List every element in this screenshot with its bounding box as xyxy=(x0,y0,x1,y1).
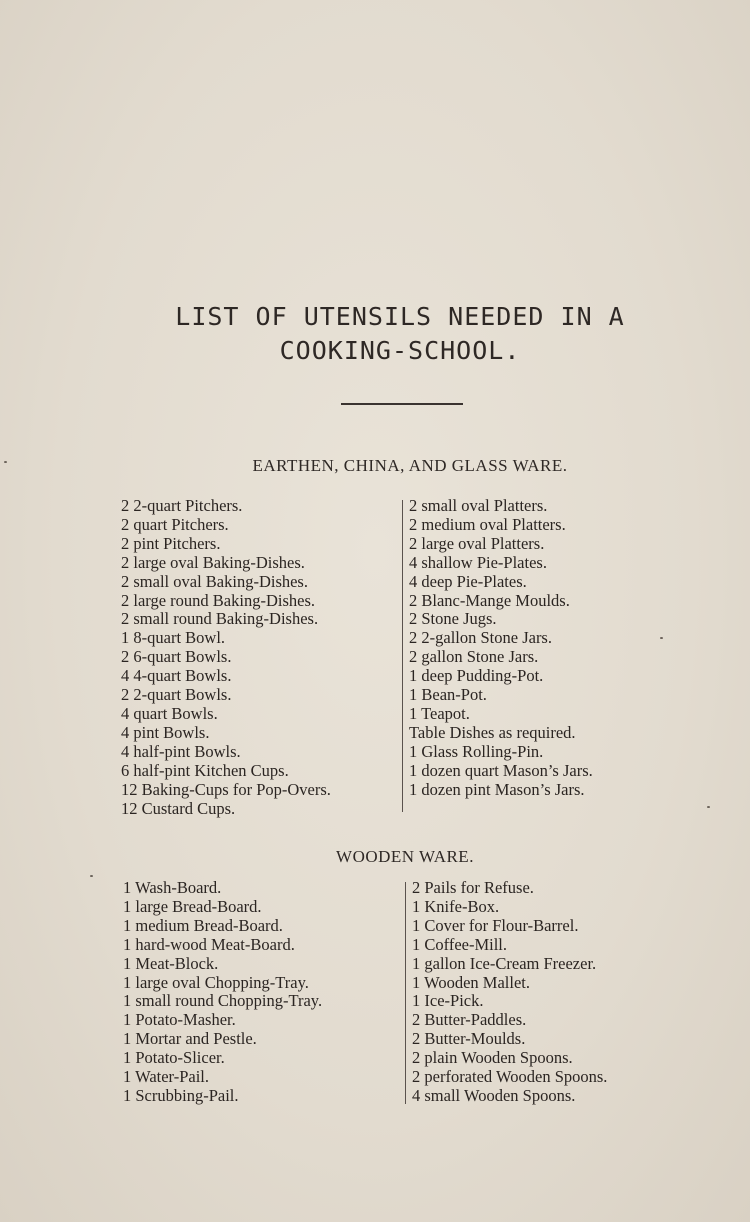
list-item: 4 4-quart Bowls. xyxy=(121,666,232,686)
list-item: 2 2-quart Bowls. xyxy=(121,685,232,705)
list-item: 1 dozen pint Mason’s Jars. xyxy=(409,779,585,799)
earthen-ware-list-left xyxy=(121,497,331,818)
list-item: 1 dozen quart Mason’s Jars. xyxy=(409,760,593,780)
list-item: 2 small round Baking-Dishes. xyxy=(121,609,319,629)
list-item: 2 large round Baking-Dishes. xyxy=(121,590,315,610)
wooden-ware-list-left xyxy=(123,879,322,1106)
list-item: 1 Meat-Block. xyxy=(123,953,219,973)
list-item: 1 8-quart Bowl. xyxy=(121,628,226,648)
wooden-ware-list-right xyxy=(412,879,607,1106)
list-item: 1 gallon Ice-Cream Freezer. xyxy=(412,953,597,973)
list-item: 1 Cover for Flour-Barrel. xyxy=(412,915,579,935)
list-item: 2 small oval Platters. xyxy=(409,496,548,515)
list-item: 1 medium Bread-Board. xyxy=(123,915,283,935)
column-divider-earthen xyxy=(402,500,403,812)
column-divider-wooden xyxy=(405,882,406,1104)
list-item: 2 pint Pitchers. xyxy=(121,533,221,553)
list-item: 1 deep Pudding-Pot. xyxy=(409,666,544,686)
list-item: 1 Knife-Box. xyxy=(412,896,500,916)
paper-speck xyxy=(4,461,7,463)
list-item: 1 Coffee-Mill. xyxy=(412,934,508,954)
list-item: 4 shallow Pie-Plates. xyxy=(409,552,547,572)
list-item: 12 Custard Cups. xyxy=(121,798,236,818)
list-item: 2 medium oval Platters. xyxy=(409,514,566,534)
list-item: 2 small oval Baking-Dishes. xyxy=(121,571,308,591)
list-item: 2 perforated Wooden Spoons. xyxy=(412,1067,608,1087)
page-title-line-2: COOKING-SCHOOL. xyxy=(279,336,521,365)
list-item: 1 Potato-Slicer. xyxy=(123,1048,225,1068)
list-item: 2 large oval Baking-Dishes. xyxy=(121,552,305,572)
list-item: 1 Ice-Pick. xyxy=(412,991,484,1011)
list-item: 4 quart Bowls. xyxy=(121,703,218,723)
section-heading-wooden-ware: WOODEN WARE. xyxy=(336,847,474,866)
list-item: 2 6-quart Bowls. xyxy=(121,647,232,667)
list-item: 2 plain Wooden Spoons. xyxy=(412,1048,573,1068)
paper-speck xyxy=(660,637,663,639)
list-item: 2 Butter-Paddles. xyxy=(412,1010,527,1030)
list-item: 1 Glass Rolling-Pin. xyxy=(409,741,544,761)
list-item: 1 hard-wood Meat-Board. xyxy=(123,934,295,954)
list-item: 1 Mortar and Pestle. xyxy=(123,1029,257,1049)
list-item: 4 small Wooden Spoons. xyxy=(412,1085,576,1105)
list-item: 2 Butter-Moulds. xyxy=(412,1029,526,1049)
list-item: 6 half-pint Kitchen Cups. xyxy=(121,760,289,780)
list-item: 4 half-pint Bowls. xyxy=(121,741,241,761)
list-item: 2 2-gallon Stone Jars. xyxy=(409,628,552,648)
list-item: 1 large oval Chopping-Tray. xyxy=(123,972,309,992)
list-item: 2 gallon Stone Jars. xyxy=(409,647,539,667)
list-item: Table Dishes as required. xyxy=(409,722,576,742)
list-item: 1 Potato-Masher. xyxy=(123,1010,236,1030)
paper-speck xyxy=(90,875,93,877)
page-title xyxy=(80,300,720,368)
list-item: 1 Bean-Pot. xyxy=(409,685,487,705)
list-item: 2 2-quart Pitchers. xyxy=(121,496,243,515)
list-item: 1 Water-Pail. xyxy=(123,1067,210,1087)
list-item: 4 deep Pie-Plates. xyxy=(409,571,527,591)
list-item: 1 Teapot. xyxy=(409,703,470,723)
list-item: 1 large Bread-Board. xyxy=(123,896,262,916)
list-item: 2 Stone Jugs. xyxy=(409,609,497,629)
list-item: 2 quart Pitchers. xyxy=(121,514,229,534)
list-item: 1 Wooden Mallet. xyxy=(412,972,530,992)
list-item: 2 Blanc-Mange Moulds. xyxy=(409,590,570,610)
list-item: 2 Pails for Refuse. xyxy=(412,878,534,897)
page-title-line-1: LIST OF UTENSILS NEEDED IN A xyxy=(175,302,625,331)
earthen-ware-list-right xyxy=(409,497,593,800)
section-heading-earthen-ware: EARTHEN, CHINA, AND GLASS WARE. xyxy=(252,456,568,475)
list-item: 1 Scrubbing-Pail. xyxy=(123,1085,239,1105)
list-item: 1 Wash-Board. xyxy=(123,878,222,897)
list-item: 4 pint Bowls. xyxy=(121,722,210,742)
list-item: 12 Baking-Cups for Pop-Overs. xyxy=(121,779,331,799)
list-item: 2 large oval Platters. xyxy=(409,533,545,553)
title-divider xyxy=(341,403,463,405)
paper-speck xyxy=(707,806,710,808)
list-item: 1 small round Chopping-Tray. xyxy=(123,991,323,1011)
